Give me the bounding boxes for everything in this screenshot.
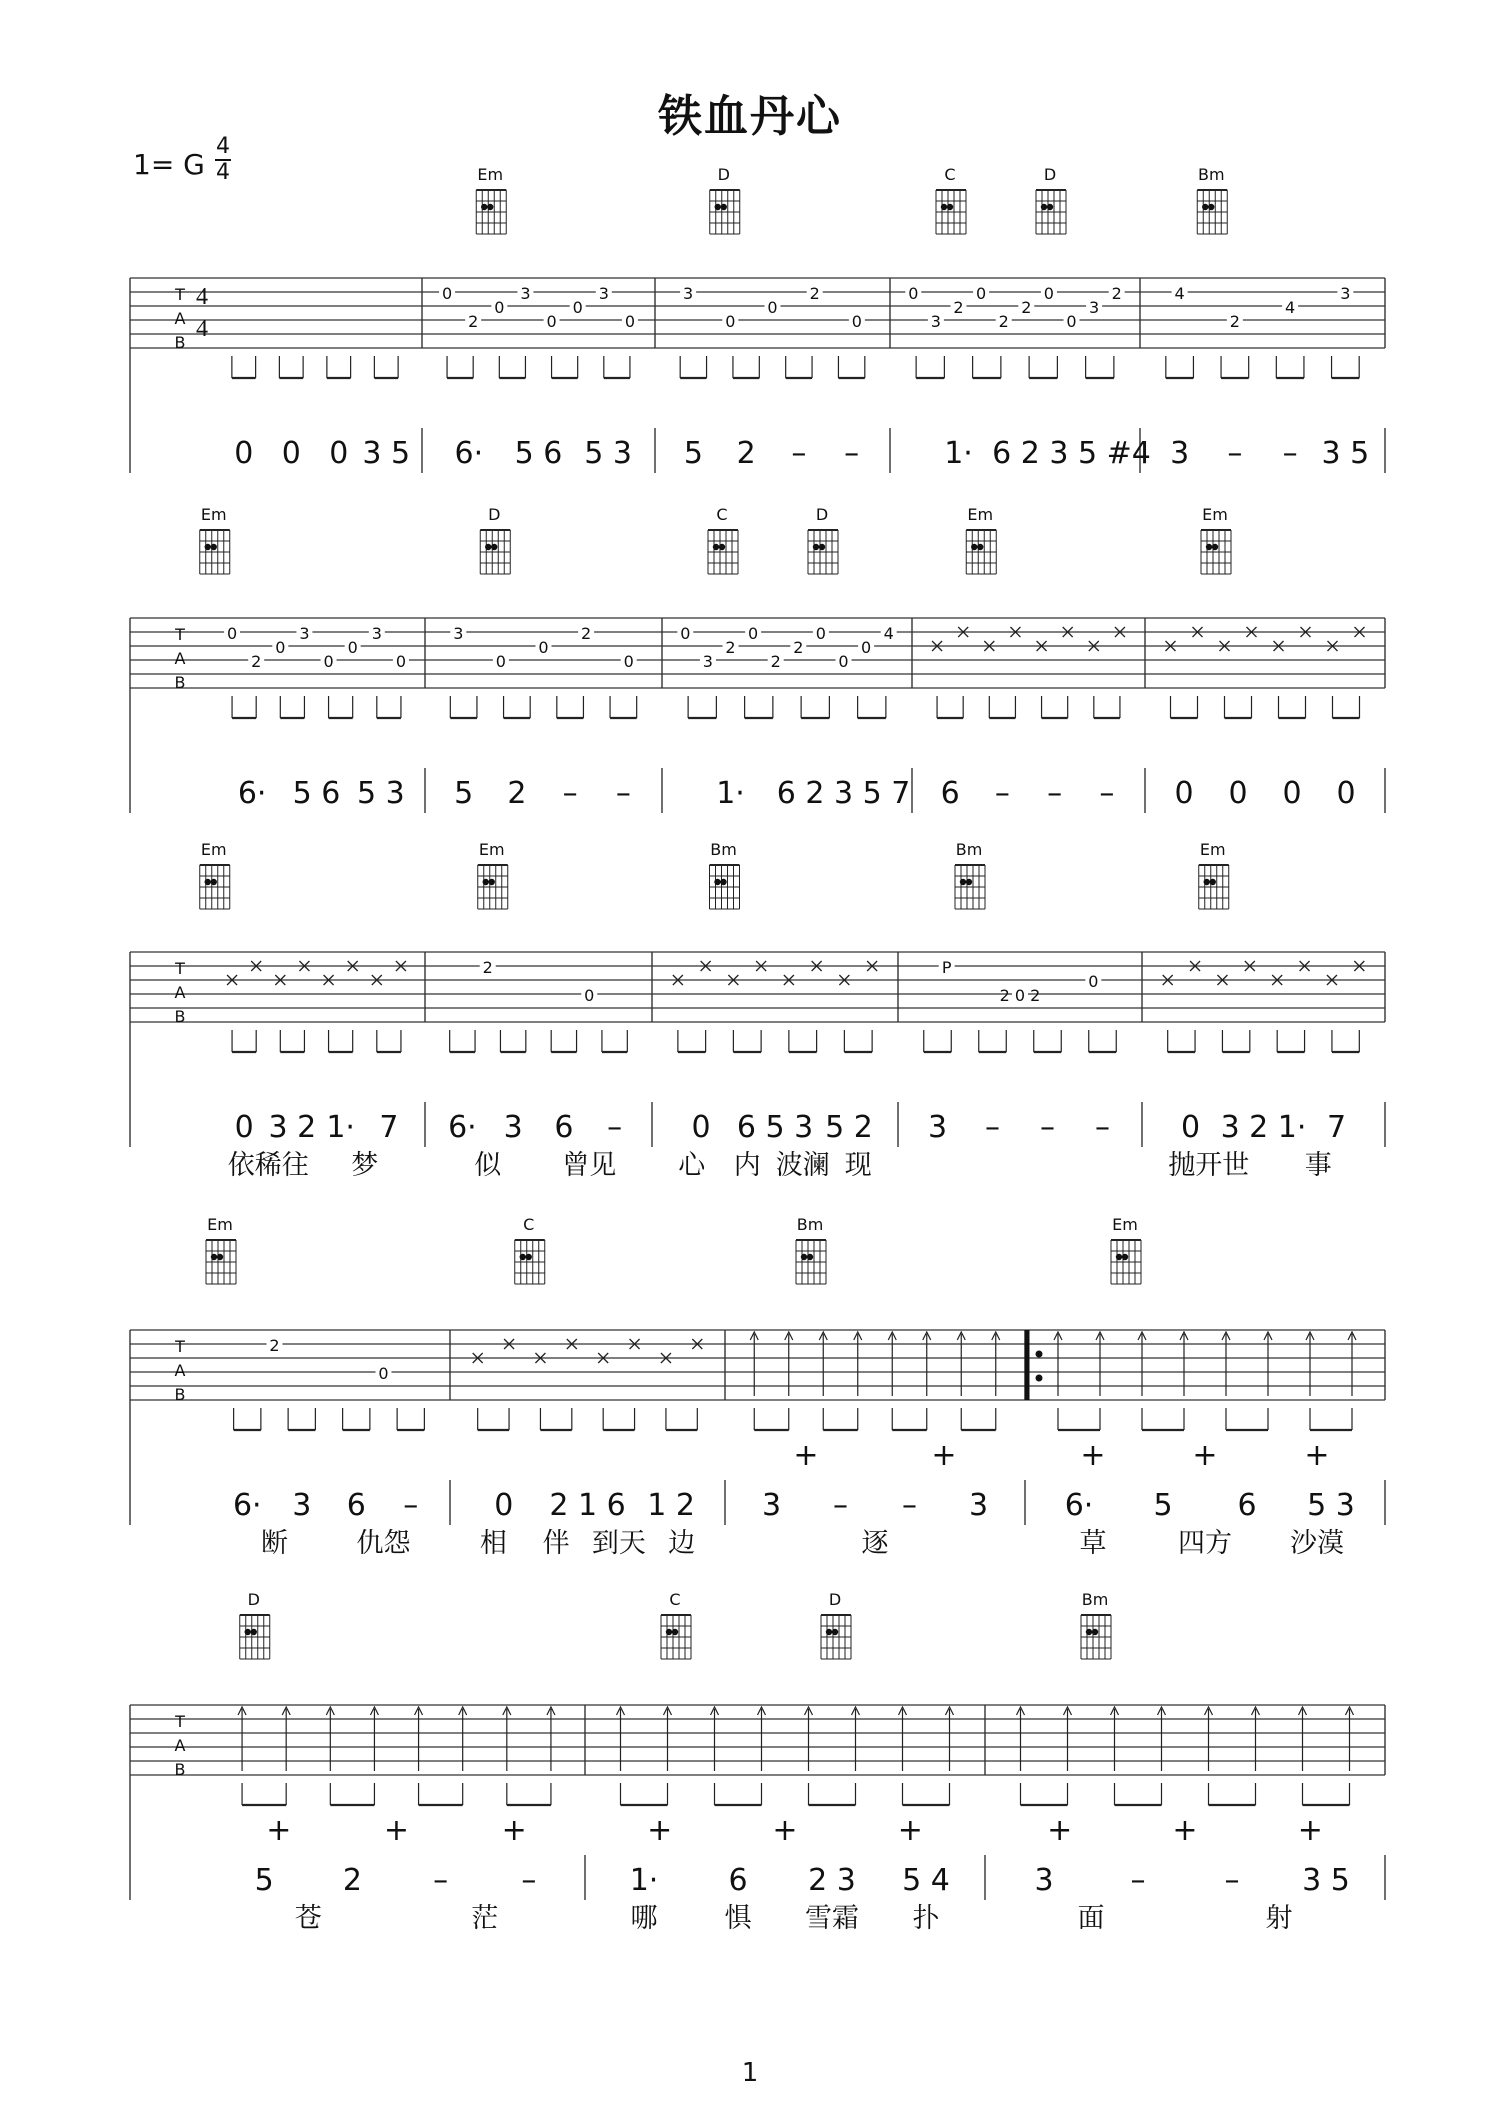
notation-note: 3 xyxy=(968,1488,989,1523)
tab-clef-letter: A xyxy=(174,309,186,328)
chord-name: Bm xyxy=(1081,1590,1109,1609)
tab-fret-number: 0 xyxy=(861,638,872,657)
tab-fret-number: 3 xyxy=(1089,298,1100,317)
tab-fret-number: 3 xyxy=(930,312,941,331)
notation-note: – xyxy=(1224,1863,1240,1898)
tab-fret-number: 3 xyxy=(702,652,713,671)
chord-finger-dot xyxy=(715,204,721,210)
tab-time-top: 4 xyxy=(196,284,208,310)
lyric-syllable: 苍 xyxy=(294,1903,322,1934)
chord-finger-dot xyxy=(966,879,972,885)
chord-finger-dot xyxy=(217,1254,223,1260)
lyric-syllable: 边 xyxy=(668,1528,696,1559)
tab-fret-number: 3 xyxy=(1340,284,1351,303)
strum-plus-mark: + xyxy=(647,1813,673,1848)
notation-note: 0 xyxy=(234,1110,254,1145)
page-number: 1 xyxy=(741,2058,759,2088)
chord-name: Em xyxy=(477,165,504,184)
chord-finger-dot xyxy=(1204,879,1210,885)
tab-fret-number: 0 xyxy=(347,638,358,657)
chord-name: D xyxy=(1043,165,1057,184)
lyric-syllable: 雪霜 xyxy=(805,1903,859,1934)
lyric-syllable: 扑 xyxy=(912,1903,940,1934)
chord-finger-dot xyxy=(977,544,983,550)
tab-fret-number: 2 xyxy=(793,638,804,657)
notation-note: – xyxy=(1099,776,1115,811)
chord-finger-dot xyxy=(807,1254,813,1260)
chord-name: C xyxy=(716,505,728,524)
notation-note: 5 6 xyxy=(514,436,563,471)
notation-note: – xyxy=(985,1110,1000,1145)
tab-fret-number: 2 xyxy=(482,958,493,977)
tab-fret-number: 2 xyxy=(1021,298,1032,317)
chord-finger-dot xyxy=(1047,204,1053,210)
chord-finger-dot xyxy=(947,204,953,210)
chord-finger-dot xyxy=(832,1629,838,1635)
chord-finger-dot xyxy=(211,1254,217,1260)
lyric-syllable: 四方 xyxy=(1178,1528,1232,1559)
notation-note: 3 2 1· xyxy=(1220,1110,1307,1145)
tab-fret-number: 0 xyxy=(495,652,506,671)
chord-name: Em xyxy=(1199,840,1226,859)
notation-note: – xyxy=(791,436,807,471)
tab-clef-letter: A xyxy=(174,649,186,668)
lyric-syllable: 惧 xyxy=(724,1903,752,1934)
tab-fret-number: 0 xyxy=(584,986,595,1005)
tab-fret-number: 0 xyxy=(748,624,759,643)
tab-fret-number: 2 xyxy=(809,284,820,303)
notation-note: 0 xyxy=(691,1110,711,1145)
strum-plus-mark: + xyxy=(501,1813,527,1848)
notation-note: 5 4 xyxy=(902,1863,950,1898)
notation-note: 6 xyxy=(728,1863,748,1898)
chord-name: Em xyxy=(200,840,227,859)
tab-fret-number: 3 xyxy=(598,284,609,303)
notation-note: – xyxy=(1040,1110,1055,1145)
chord-finger-dot xyxy=(491,544,497,550)
chord-finger-dot xyxy=(489,879,495,885)
lyric-syllable: 相 xyxy=(479,1528,507,1559)
tab-fret-number: 0 xyxy=(624,312,636,331)
lyric-syllable: 似 xyxy=(474,1150,502,1181)
strum-plus-mark: + xyxy=(1297,1813,1323,1848)
chord-finger-dot xyxy=(826,1629,832,1635)
chord-name: Bm xyxy=(796,1215,824,1234)
notation-note: – xyxy=(607,1110,623,1145)
chord-name: D xyxy=(488,505,501,524)
strum-plus-mark: + xyxy=(383,1813,410,1848)
notation-note: 6· xyxy=(448,1110,477,1145)
song-title: 铁血丹心 xyxy=(658,91,842,142)
tab-fret-number: 0 xyxy=(851,312,862,331)
tab-fret-number: P xyxy=(941,958,952,977)
tab-fret-number: 0 xyxy=(494,298,505,317)
tab-clef-letter: B xyxy=(174,1385,186,1404)
notation-note: 3 5 xyxy=(1302,1863,1350,1898)
notation-note: 0 xyxy=(1282,776,1302,811)
notation-note: 6 5 3 xyxy=(736,1110,814,1145)
chord-finger-dot xyxy=(205,544,211,550)
notation-note: 5 xyxy=(683,436,703,471)
tab-clef-letter: T xyxy=(175,625,185,644)
chord-finger-dot xyxy=(211,879,217,885)
notation-note: – xyxy=(994,776,1010,811)
tab-fret-number: 2 xyxy=(1229,312,1240,331)
chord-finger-dot xyxy=(520,1254,526,1260)
tab-fret-number: 3 xyxy=(683,284,694,303)
notation-note: 6 xyxy=(1237,1488,1257,1523)
chord-finger-dot xyxy=(481,204,487,210)
notation-note: 2 1 6 xyxy=(549,1488,626,1523)
chord-finger-dot xyxy=(721,204,727,210)
strum-plus-mark: + xyxy=(266,1813,292,1848)
tab-fret-number: 0 xyxy=(976,284,987,303)
notation-note: 5 xyxy=(454,776,474,811)
chord-finger-dot xyxy=(819,544,825,550)
repeat-dot xyxy=(1036,1375,1043,1382)
strum-plus-mark: + xyxy=(1192,1438,1218,1473)
chord-finger-dot xyxy=(1206,544,1212,550)
tab-clef-letter: B xyxy=(174,333,186,352)
chord-finger-dot xyxy=(960,879,966,885)
lyric-syllable: 内 xyxy=(733,1150,761,1181)
tab-fret-number: 0 xyxy=(623,652,634,671)
notation-note: 5 6 xyxy=(292,776,341,811)
notation-note: – xyxy=(1047,776,1063,811)
notation-note: 3 xyxy=(927,1110,948,1145)
tab-fret-number: 2 xyxy=(953,298,964,317)
notation-note: 3 xyxy=(503,1110,523,1145)
notation-note: 5 xyxy=(254,1863,274,1898)
tab-fret-number: 2 xyxy=(581,624,592,643)
chord-finger-dot xyxy=(1116,1254,1122,1260)
lyric-syllable: 逐 xyxy=(861,1528,889,1559)
notation-note: 6· xyxy=(232,1488,262,1523)
tab-fret-number: 0 xyxy=(538,638,549,657)
tab-fret-number: 0 xyxy=(1043,284,1054,303)
notation-note: 0 xyxy=(494,1488,514,1523)
chord-finger-dot xyxy=(211,544,217,550)
tab-time-bottom: 4 xyxy=(196,316,208,342)
chord-finger-dot xyxy=(487,204,493,210)
notation-note: 0 xyxy=(234,436,254,471)
notation-note: – xyxy=(844,436,860,471)
tab-fret-number: 0 xyxy=(767,298,778,317)
tab-fret-number: 2 xyxy=(998,312,1009,331)
tab-fret-number: 0 xyxy=(226,624,238,643)
notation-note: – xyxy=(1095,1110,1110,1145)
lyric-syllable: 断 xyxy=(261,1528,288,1559)
notation-note: 6 2 3 5 #4 xyxy=(992,436,1151,471)
notation-note: 0 xyxy=(1336,776,1356,811)
tab-fret-number: 2 xyxy=(725,638,736,657)
chord-finger-dot xyxy=(672,1629,678,1635)
chord-name: D xyxy=(815,505,829,524)
tab-fret-number: 3 xyxy=(299,624,310,643)
chord-finger-dot xyxy=(251,1629,257,1635)
chord-finger-dot xyxy=(801,1254,807,1260)
key-signature: 1= G xyxy=(133,148,205,181)
tab-clef-letter: A xyxy=(174,1736,186,1755)
tab-fret-number: 4 xyxy=(883,624,894,643)
notation-note: 6· xyxy=(237,776,267,811)
lyric-syllable: 沙漠 xyxy=(1290,1528,1344,1559)
notation-note: – xyxy=(521,1863,537,1898)
time-signature-bottom: 4 xyxy=(216,160,230,185)
strum-plus-mark: + xyxy=(1080,1438,1106,1473)
chord-finger-dot xyxy=(1092,1629,1098,1635)
notation-note: 3 2 xyxy=(268,1110,317,1145)
chord-name: Bm xyxy=(710,840,737,859)
tab-fret-number: 0 xyxy=(1088,972,1099,991)
chord-name: C xyxy=(523,1215,535,1234)
tab-clef-letter: B xyxy=(174,673,186,692)
repeat-dot xyxy=(1036,1351,1043,1358)
notation-note: – xyxy=(1130,1863,1146,1898)
tab-fret-number: 0 xyxy=(680,624,691,643)
lyric-syllable: 心 xyxy=(678,1150,706,1181)
lyric-syllable: 到天 xyxy=(591,1528,646,1559)
chord-finger-dot xyxy=(1210,879,1216,885)
notation-note: 0 xyxy=(1180,1110,1201,1145)
tab-clef-letter: T xyxy=(175,1337,185,1356)
chord-name: Em xyxy=(1112,1215,1138,1234)
lyric-syllable: 波澜 xyxy=(775,1150,830,1181)
notation-note: 5 3 xyxy=(584,436,633,471)
chord-finger-dot xyxy=(720,879,726,885)
chord-finger-dot xyxy=(1041,204,1047,210)
lyric-syllable: 依稀往 xyxy=(227,1150,309,1181)
chord-finger-dot xyxy=(485,544,491,550)
lyric-syllable: 现 xyxy=(844,1150,872,1181)
chord-finger-dot xyxy=(1086,1629,1092,1635)
notation-note: 3 5 xyxy=(1321,436,1370,471)
tab-fret-number: 0 xyxy=(1066,312,1077,331)
tab-clef-letter: B xyxy=(174,1760,186,1779)
notation-note: 0 xyxy=(1174,776,1194,811)
notation-note: 5 2 xyxy=(825,1110,873,1145)
chord-name: D xyxy=(247,1590,260,1609)
chord-name: Em xyxy=(478,840,505,859)
notation-note: – xyxy=(403,1488,419,1523)
tab-fret-number: 2 xyxy=(770,652,781,671)
strum-plus-mark: + xyxy=(1172,1813,1198,1848)
chord-name: C xyxy=(669,1590,681,1609)
tab-fret-number: 0 xyxy=(323,652,334,671)
notation-note: 0 xyxy=(281,436,301,471)
chord-name: Bm xyxy=(955,840,983,859)
chord-finger-dot xyxy=(1208,204,1214,210)
tab-clef-letter: T xyxy=(175,285,185,304)
notation-note: 6· xyxy=(1064,1488,1094,1523)
chord-finger-dot xyxy=(245,1629,251,1635)
notation-note: 6 2 3 5 7 xyxy=(776,776,911,811)
tab-fret-number: 0 xyxy=(815,624,826,643)
tab-clef-letter: T xyxy=(175,1712,185,1731)
notation-note: – xyxy=(562,776,578,811)
strum-plus-mark: + xyxy=(897,1813,923,1848)
strum-plus-mark: + xyxy=(793,1438,819,1473)
chord-name: C xyxy=(944,165,956,184)
chord-finger-dot xyxy=(483,879,489,885)
chord-name: D xyxy=(717,165,730,184)
lyric-syllable: 抛开世 xyxy=(1168,1150,1250,1181)
chord-finger-dot xyxy=(714,879,720,885)
chord-finger-dot xyxy=(971,544,977,550)
tab-fret-number: 0 xyxy=(275,638,286,657)
tab-fret-number: 0 xyxy=(725,312,736,331)
notation-note: 2 xyxy=(507,776,527,811)
lyric-syllable: 射 xyxy=(1265,1903,1293,1934)
tab-fret-number: 4 xyxy=(1285,298,1296,317)
tab-fret-number: 3 xyxy=(371,624,382,643)
tab-fret-number: 3 xyxy=(453,624,464,643)
chord-finger-dot xyxy=(941,204,947,210)
chord-finger-dot xyxy=(205,879,211,885)
notation-note: 3 xyxy=(761,1488,782,1523)
chord-name: Em xyxy=(967,505,994,524)
chord-name: Em xyxy=(1202,505,1228,524)
notation-note: 3 5 xyxy=(362,436,411,471)
notation-note: – xyxy=(902,1488,917,1523)
notation-note: 7 xyxy=(379,1110,399,1145)
notation-note: – xyxy=(615,776,631,811)
notation-note: 0 xyxy=(1228,776,1248,811)
strum-plus-mark: + xyxy=(1304,1438,1330,1473)
notation-note: 6 xyxy=(940,776,960,811)
time-signature-top: 4 xyxy=(216,134,230,159)
notation-note: – xyxy=(833,1488,848,1523)
strum-plus-mark: + xyxy=(772,1813,798,1848)
chord-name: D xyxy=(828,1590,842,1609)
tab-fret-number: 2 xyxy=(468,312,479,331)
chord-finger-dot xyxy=(813,544,819,550)
notation-note: 3 xyxy=(1034,1863,1054,1898)
chord-finger-dot xyxy=(526,1254,532,1260)
notation-note: 2 xyxy=(736,436,756,471)
tab-fret-number: 2 xyxy=(1111,284,1122,303)
tab-fret-number: 0 xyxy=(378,1364,389,1383)
chord-finger-dot xyxy=(1212,544,1218,550)
notation-note: 5 3 xyxy=(356,776,405,811)
notation-note: 2 3 xyxy=(808,1863,856,1898)
notation-note: 1· xyxy=(944,436,973,471)
tab-fret-number: 0 xyxy=(441,284,453,303)
lyric-syllable: 仇怨 xyxy=(356,1528,411,1559)
lyric-syllable: 哪 xyxy=(630,1903,658,1934)
chord-name: Bm xyxy=(1197,165,1225,184)
tab-fret-number: 3 xyxy=(520,284,531,303)
notation-note: 6· xyxy=(454,436,484,471)
tab-clef-letter: B xyxy=(174,1007,186,1026)
tab-clef-letter: T xyxy=(175,959,185,978)
lyric-syllable: 曾见 xyxy=(562,1150,617,1181)
tab-fret-number: 0 xyxy=(838,652,849,671)
tab-fret-number: 2 0 2 xyxy=(999,986,1041,1005)
notation-note: 5 3 xyxy=(1307,1488,1355,1523)
tab-clef-letter: A xyxy=(174,1361,186,1380)
notation-note: – xyxy=(1282,436,1298,471)
lyric-syllable: 伴 xyxy=(542,1528,570,1559)
strum-plus-mark: + xyxy=(1047,1813,1073,1848)
tab-fret-number: 2 xyxy=(251,652,262,671)
notation-note: 1· xyxy=(326,1110,355,1145)
chord-finger-dot xyxy=(713,544,719,550)
notation-note: 1 2 xyxy=(647,1488,696,1523)
notation-note: 6 xyxy=(554,1110,574,1145)
notation-note: 6 xyxy=(346,1488,366,1523)
notation-note: – xyxy=(1227,436,1243,471)
notation-note: 7 xyxy=(1326,1110,1347,1145)
notation-note: 3 xyxy=(1170,436,1190,471)
tab-clef-letter: A xyxy=(174,983,186,1002)
chord-finger-dot xyxy=(1122,1254,1128,1260)
notation-note: 1· xyxy=(629,1863,659,1898)
notation-note: 2 xyxy=(342,1863,362,1898)
tab-fret-number: 2 xyxy=(269,1336,280,1355)
tab-fret-number: 0 xyxy=(546,312,557,331)
lyric-syllable: 事 xyxy=(1304,1150,1332,1181)
tab-fret-number: 0 xyxy=(908,284,919,303)
notation-note: 0 xyxy=(329,436,349,471)
chord-finger-dot xyxy=(666,1629,672,1635)
chord-name: Em xyxy=(207,1215,233,1234)
tab-fret-number: 0 xyxy=(572,298,583,317)
lyric-syllable: 梦 xyxy=(351,1150,379,1181)
lyric-syllable: 草 xyxy=(1079,1528,1107,1559)
notation-note: – xyxy=(433,1863,449,1898)
notation-note: 1· xyxy=(716,776,745,811)
chord-finger-dot xyxy=(1202,204,1208,210)
lyric-syllable: 面 xyxy=(1077,1903,1105,1934)
notation-note: 5 xyxy=(1153,1488,1173,1523)
notation-note: 3 xyxy=(292,1488,312,1523)
chord-finger-dot xyxy=(719,544,725,550)
lyric-syllable: 茫 xyxy=(471,1903,499,1934)
tab-fret-number: 4 xyxy=(1174,284,1185,303)
tab-fret-number: 0 xyxy=(395,652,407,671)
strum-plus-mark: + xyxy=(931,1438,957,1473)
chord-name: Em xyxy=(200,505,227,524)
